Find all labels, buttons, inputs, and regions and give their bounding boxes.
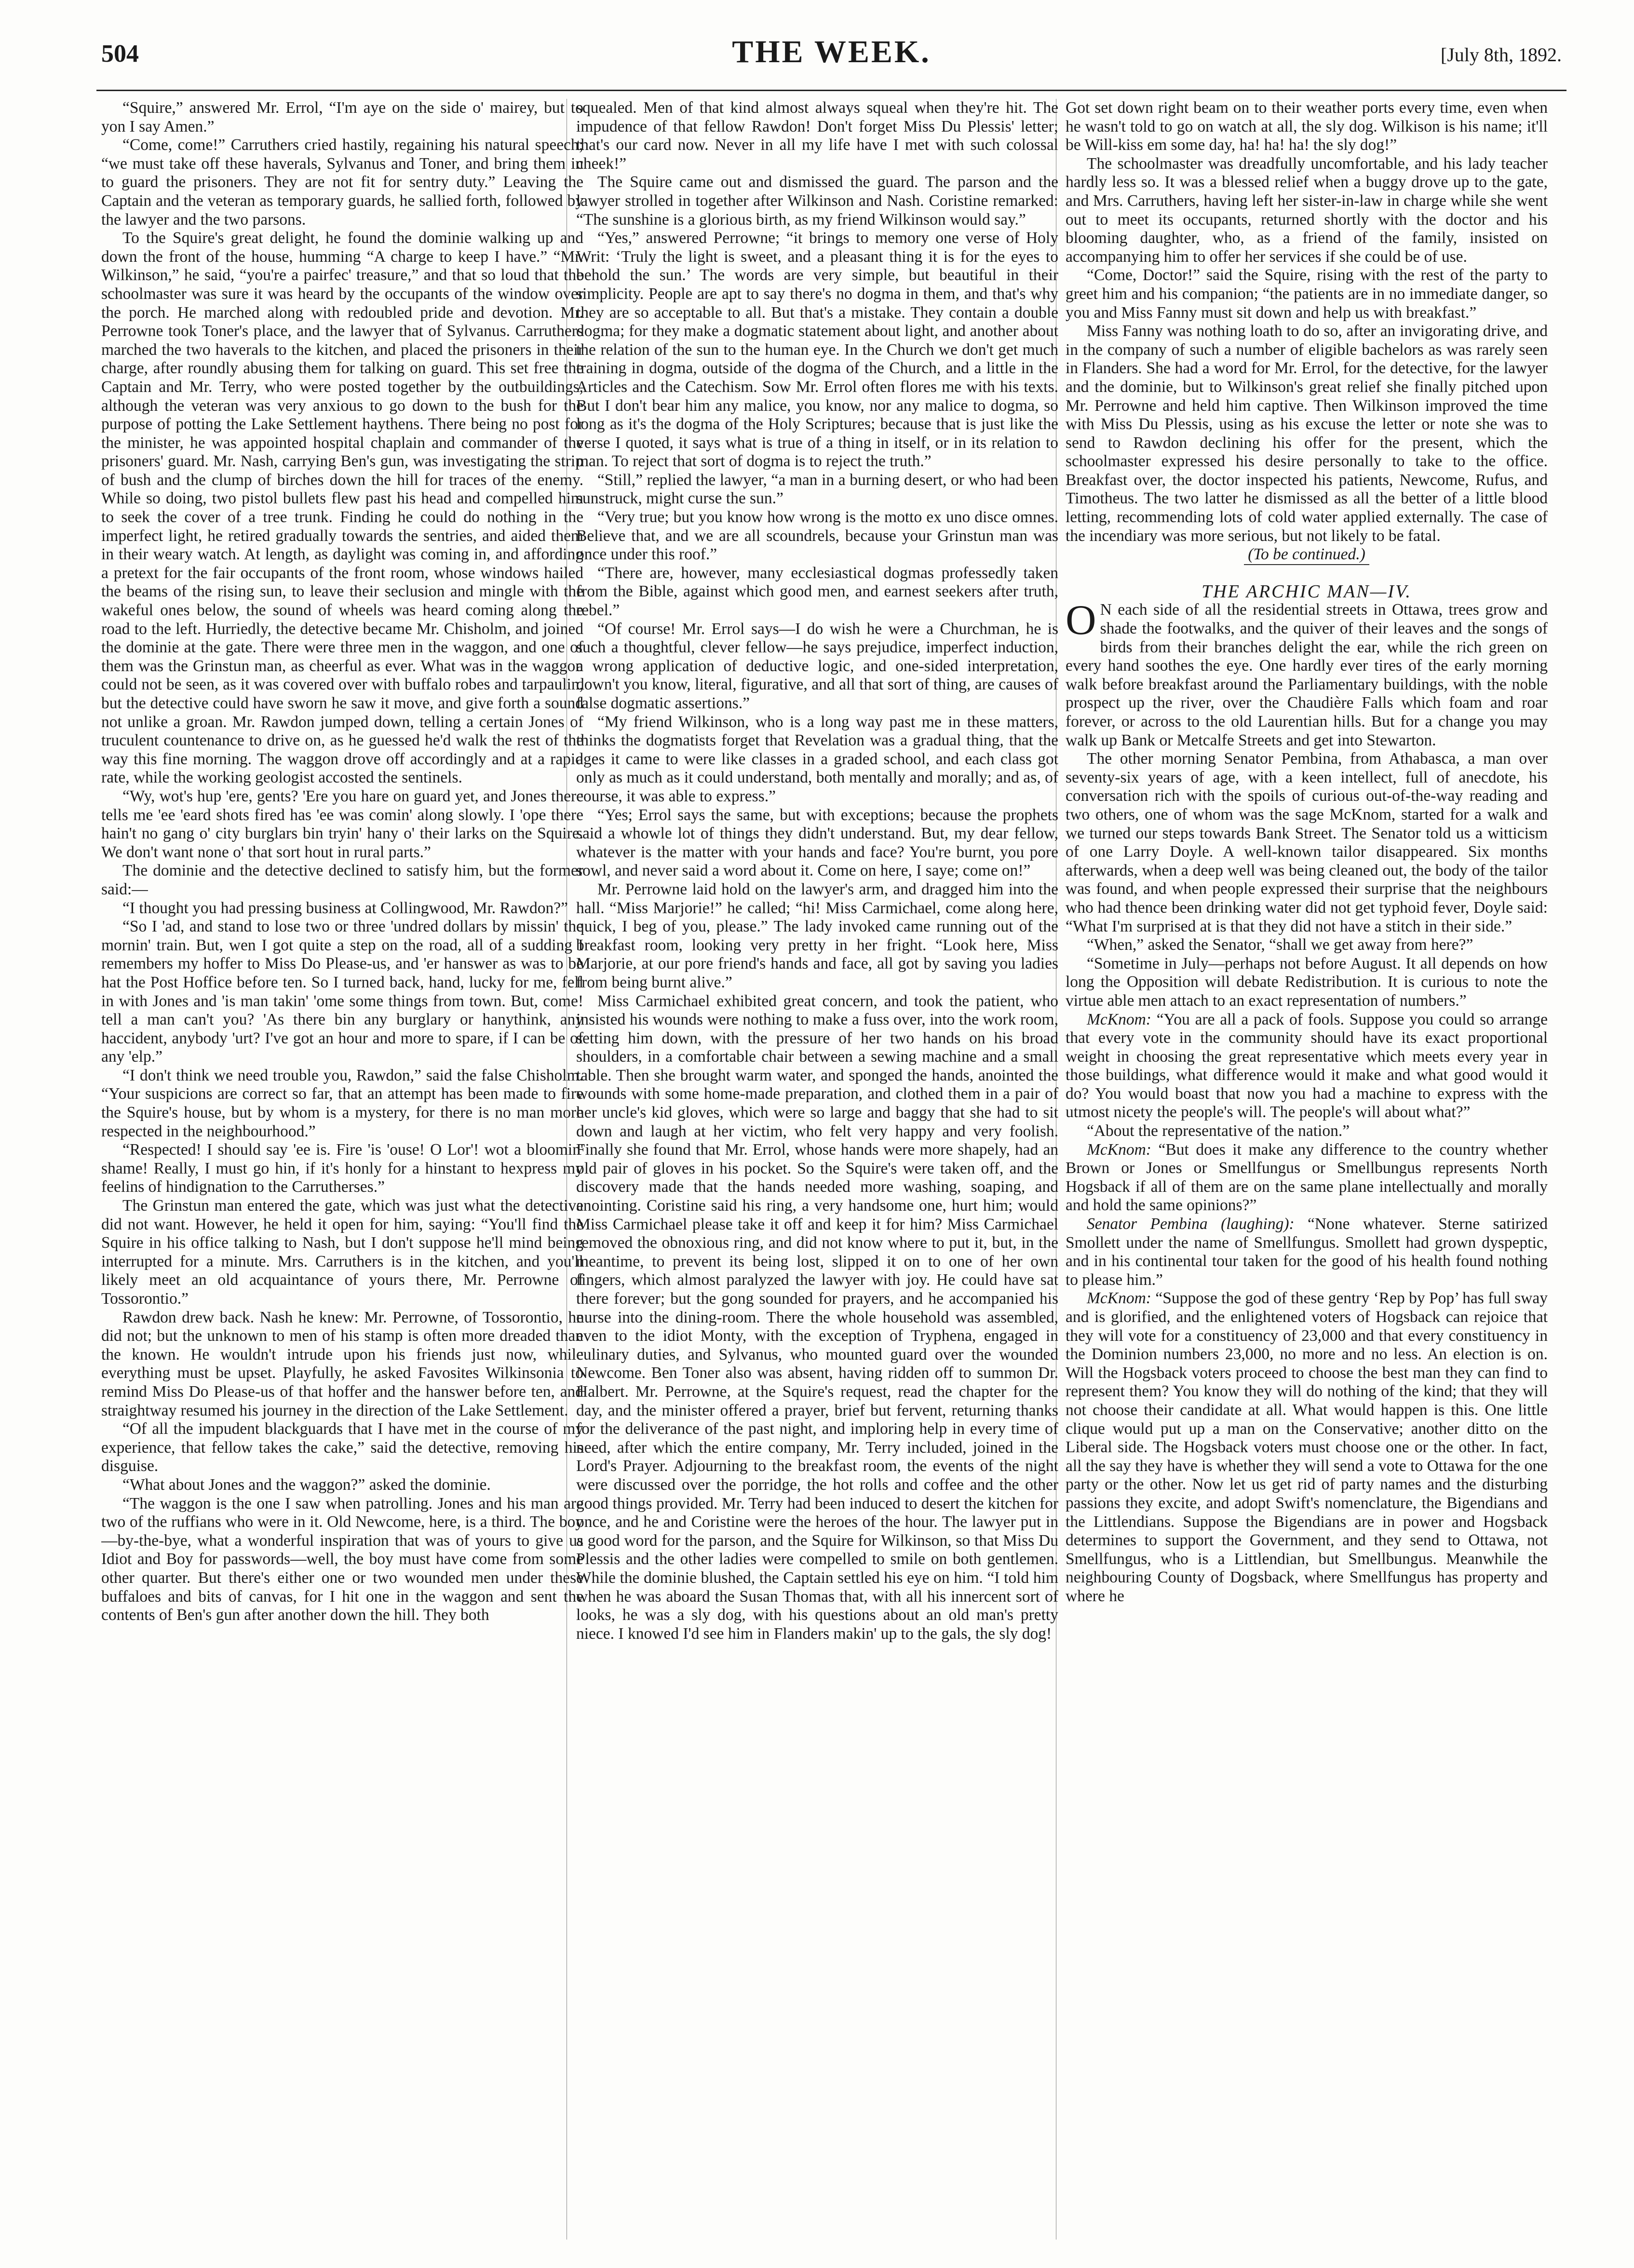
paragraph: The dominie and the detective declined to satisfy him, but the former said:—: [101, 862, 583, 898]
column-2: [576, 99, 1058, 2240]
paragraph: “I thought you had pressing business at Collingwood, Mr. Rawdon?”: [122, 899, 568, 917]
article-title: THE ARCHIC MAN—IV.: [1202, 581, 1412, 602]
paragraph: The Squire came out and dismissed the guard. The parson and the lawyer strolled in together after Wilkinson and Nash. Coristine remarked: “The sunshine is a glorious birth, as my friend Wilkinson would say.”: [576, 173, 1058, 229]
speaker: McKnom:: [1087, 1140, 1151, 1159]
drop-cap: O: [1066, 597, 1096, 644]
paragraph-text: N each side of all the residential streets in Ottawa, trees grow and shade the footwalks, and the quiver of their leaves and the songs of birds from their branches delight the ear, while the rich green on every hand soothes the eye. One hardly ever tires of the early morning walk before breakfast around the Parliamentary buildings, with the noble prospect up the river, over the Chaudière Falls which foam and roar forever, or across to the old Laurentian hills. But for a change you may walk up Bank or Metcalfe Streets and get into Stewarton.: [1066, 601, 1548, 749]
paragraph: “The waggon is the one I saw when patrolling. Jones and his man are two of the ruffians who were in it. Old Newcome, here, is a third. The boy—by-the-bye, what a wonderful inspiration that was of yours to give us Idiot and Boy for passwords—well, the boy must have come from some other quarter. But there's either one or two wounded men under these buffaloes and bits of canvas, for I hit one in the waggon and sent the contents of Ben's gun after another down the hill. They both: [101, 1494, 583, 1624]
paragraph: “Yes; Errol says the same, but with exceptions; because the prophets said a whowle lot of things they didn't understand. But, my dear fellow, whatever is the matter with your hands and face? You're burnt, you pore sowl, and never said a word about it. Come on here, I saye; come on!”: [576, 806, 1058, 880]
dialogue-text: “None whatever. Sterne satirized Smollett under the name of Smellfungus. Smollett had grown dyspeptic, and in his continental tour taken for the good of his health found nothing to please him.”: [1066, 1215, 1548, 1289]
paragraph: Rawdon drew back. Nash he knew: Mr. Perrowne, of Tossorontio, he did not; but the unknown to men of his stamp is often more dreaded than the known. He wouldn't intrude upon his friends just now, while everything must be upset. Playfully, he asked Favosites Wilkinsonia to remind Miss Do Please-us of that hoffer and the hanswer before ten, and straightway resumed his journey in the direction of the Lake Settlement.: [101, 1308, 583, 1419]
paragraph: “When,” asked the Senator, “shall we get away from here?”: [1087, 936, 1473, 954]
paragraph: “So I 'ad, and stand to lose two or three 'undred dollars by missin' the mornin' train. But, wen I got quite a step on the road, all of a sudding I remembers my hoffer to Miss Do Please-us, and 'er hanswer as was to be hat the Post Hoffice before ten. So I turned back, hand, lucky for me, fell in with Jones and 'is man takin' 'ome some things from town. But, come! tell a man can't you? 'As there bin any burglary or hanythink, any haccident, anybody 'urt? I've got an hour and more to spare, if I can be of any 'elp.”: [101, 918, 583, 1066]
paragraph: “There are, however, many ecclesiastical dogmas professedly taken from the Bible, against which good men, and earnest seekers after truth, rebel.”: [576, 564, 1058, 620]
dialogue-text: “But does it make any difference to the country whether Brown or Jones or Smellfungus or Smellbungus represents North Hogsback if all of them are on the same plane intellectually and morally and hold the same opinions?”: [1066, 1140, 1548, 1215]
header-rule: [96, 90, 1566, 91]
dialogue-line: [1066, 1289, 1548, 1606]
paragraph: “Sometime in July—perhaps not before August. It all depends on how long the Opposition will debate Redistribution. It is curious to note the virtue able men attach to an exact representation of numbers.”: [1066, 954, 1548, 1010]
dialogue-line: [1066, 1122, 1548, 1141]
paragraph: “Squire,” answered Mr. Errol, “I'm aye on the side o' mairey, but to yon I say Amen.”: [101, 99, 583, 135]
paragraph: “Respected! I should say 'ee is. Fire 'is 'ouse! O Lor'! wot a bloomin' shame! Really, I must go hin, if it's honly for a hinstant to hexpress my feelins of hindignation to the Carrutherses.”: [101, 1141, 583, 1196]
to-be-continued: (To be continued.): [1248, 545, 1365, 564]
dialogue-line: [1066, 1141, 1548, 1215]
paragraph: Got set down right beam on to their weather ports every time, even when he wasn't told to go on watch at all, the sly dog. Wilkison is his name; it'll be Will-kiss em some day, ha! ha! ha! the sly dog!”: [1066, 99, 1548, 154]
dialogue-text: “Suppose the god of these gentry ‘Rep by Pop’ has full sway and is glorified, and the enlightened voters of Hogsback can rejoice that they will vote for a constituency of 23,000 and that every constituency in the Dominion numbers 23,000, no more and no less. An election is on. Will the Hogsback voters proceed to choose the best man they can find to represent them? You know they will do nothing of the kind; that they will not choose their candidate at all. What would happen is this. One little clique would put up a man on the Conservative; another ditto on the Liberal side. The Hogsback voters must choose one or the other. In fact, all the say they have is whether they will send a vote to Ottawa for the one party or the other. Now let us get rid of party names and the disturbing passions they excite, and adopt Swift's nomenclature, the Bigendians and the Littlendians. Suppose the Bigendians are in power and Hogsback determines to support the Government, and they send to Ottawa, not Smellfungus, who is a Littlendian, but Smellbungus. Meanwhile the neighbouring County of Dogsback, where Smellfungus has property and where he: [1066, 1289, 1548, 1605]
paragraph: The other morning Senator Pembina, from Athabasca, a man over seventy-six years of age, with a keen intellect, full of anecdote, his conversation rich with the spoils of curious out-of-the-way reading and two others, one of whom was the sage McKnom, started for a walk and we turned our steps towards Bank Street. The Senator told us a witticism of one Larry Doyle. A well-known tailor disappeared. Six months afterwards, when a deep well was being cleaned out, the body of the tailor was found, and when people expressed their surprise that the neighbours who had thence been drinking water did not get typhoid fever, Doyle said: “What I'm surprised at is that they did not have a stitch in their side.”: [1066, 750, 1548, 935]
page-header: [101, 34, 1562, 87]
paragraph: The schoolmaster was dreadfully uncomfortable, and his lady teacher hardly less so. It was a blessed relief when a buggy drove up to the gate, and Mrs. Carruthers, having left her sister-in-law in charge while she went out to meet its occupants, returned shortly with the doctor and his blooming daughter, who, as a friend of the family, insisted on accompanying him to offer her services if she could be of use.: [1066, 154, 1548, 266]
dialogue-line: [1066, 1215, 1548, 1289]
issue-date: [July 8th, 1892.: [1440, 44, 1562, 66]
paragraph: The Grinstun man entered the gate, which was just what the detective did not want. However, he held it open for him, saying: “You'll find the Squire in his office talking to Nash, but I don't suppose he'll mind being interrupted for a minute. Mrs. Carruthers is in the kitchen, and you'll likely meet an old acquaintance of yours there, Mr. Perrowne of Tossorontio.”: [101, 1197, 583, 1308]
paragraph: “Yes,” answered Perrowne; “it brings to memory one verse of Holy Writ: ‘Truly the light is sweet, and a pleasant thing it is for the eyes to behold the sun.’ The words are very simple, but beautiful in their simplicity. People are apt to say there's no dogma in them, and that's why they are so acceptable to all. But that's a mistake. They contain a double dogma; for they make a dogmatic statement about light, and another about the relation of the sun to the human eye. In the Church we don't get much training in dogma, outside of the dogma of the Church, and a little in the Articles and the Catechism. Sow Mr. Errol often flores me with his texts. But I don't bear him any malice, you know, nor any malice to dogma, so long as it's the dogma of the Holy Scriptures; because that is just like the verse I quoted, it says what is true of a thing in itself, or in its relation to man. To reject that sort of dogma is to reject the truth.”: [576, 229, 1058, 471]
dialogue-text: “You are all a pack of fools. Suppose you could so arrange that every vote in the community should have its exact proportional weight in choosing the great representative which meets every year in those buildings, what difference would it make and what good would it do? You would boast that now you had a machine to express with the utmost nicety the people's will. The people's will about what?”: [1066, 1010, 1548, 1121]
paragraph: “Come, come!” Carruthers cried hastily, regaining his natural speech; “we must take off these haverals, Sylvanus and Toner, and bring them in to guard the prisoners. They are not fit for sentry duty.” Leaving the Captain and the veteran as temporary guards, he sallied forth, followed by the lawyer and the two parsons.: [101, 136, 583, 229]
dialogue-text: “About the representative of the nation.”: [1087, 1122, 1350, 1140]
article-separator: [1244, 564, 1369, 565]
paragraph: Miss Carmichael exhibited great concern, and took the patient, who insisted his wounds were nothing to make a fuss over, into the work room, setting him down, with the pressure of her two hands on his broad shoulders, in a comfortable chair between a sewing machine and a small table. Then she brought warm water, and sponged the hands, anointed the wounds with some home-made preparation, and clothed them in a pair of her uncle's kid gloves, which were so large and baggy that she had to sit down and laugh at her victim, who felt very happy and very foolish. Finally she found that Mr. Errol, whose hands were more shapely, had an old pair of gloves in his pocket. So the Squire's were taken off, and the discovery made that the hands needed more washing, soaping, and anointing. Coristine said his ring, a very handsome one, hurt him; would Miss Carmichael please take it off and keep it for him? Miss Carmichael removed the obnoxious ring, and did not know where to put it, but, in the meantime, to prevent its being lost, slipped it on to one of her own fingers, which almost paralyzed the lawyer with joy. He could have sat there forever; but the gong sounded for prayers, and he accompanied his nurse into the dining-room. There the whole household was assembled, even to the idiot Monty, with the exception of Tryphena, engaged in culinary duties, and Sylvanus, who mounted guard over the wounded Newcome. Ben Toner also was absent, having ridden off to summon Dr. Halbert. Mr. Perrowne, at the Squire's request, read the chapter for the day, and the minister offered a prayer, brief but fervent, returning thanks for the deliverance of the past night, and imploring help in every time of need, after which the entire company, Mr. Terry included, joined in the Lord's Prayer. Adjourning to the breakfast room, the events of the night were discussed over the porridge, the hot rolls and coffee and the other good things provided. Mr. Terry had been induced to desert the kitchen for once, and he and Coristine were the heroes of the hour. The lawyer put in a good word for the parson, and the Squire for Wilkinson, so that Miss Du Plessis and the other ladies were compelled to smile on both gentlemen. While the dominie blushed, the Captain settled his eye on him. “I told him when he was aboard the Susan Thomas that, with all his innercent sort of looks, he was a sly dog, with his questions about an old man's pretty niece. I knowed I'd see him in Flanders makin' up to the gals, the sly dog!: [576, 992, 1058, 1643]
paragraph: Miss Fanny was nothing loath to do so, after an invigorating drive, and in the company of such a number of eligible bachelors as was rarely seen in Flanders. She had a word for Mr. Errol, for the detective, for the lawyer and the dominie, but to Wilkinson's great relief she finally pitched upon Mr. Perrowne and held him captive. Then Wilkinson improved the time with Miss Du Plessis, using as his excuse the letter or note she was to send to Rawdon declining his offer for the present, which the schoolmaster expressed his desire personally to take to the office. Breakfast over, the doctor inspected his patients, Newcome, Rufus, and Timotheus. The two latter he dismissed as all the better of a little blood letting, recommending lots of cold water applied externally. The case of the incendiary was more serious, but not likely to be fatal.: [1066, 322, 1548, 545]
paragraph: “Come, Doctor!” said the Squire, rising with the rest of the party to greet him and his companion; “the patients are in no immediate danger, so you and Miss Fanny must sit down and help us with breakfast.”: [1066, 266, 1548, 322]
paragraph: “Of course! Mr. Errol says—I do wish he were a Churchman, he is such a thoughtful, clever fellow—he says prejudice, imperfect induction, a wrong application of deductive logic, and one-sided interpretation, down't you know, literal, figurative, and all that sort of thing, are causes of false dogmatic assertions.”: [576, 620, 1058, 712]
paragraph: “Still,” replied the lawyer, “a man in a burning desert, or who had been sunstruck, might curse the sun.”: [576, 471, 1058, 508]
page-number: 504: [101, 40, 139, 68]
speaker: McKnom:: [1087, 1010, 1151, 1028]
paragraph: “Wy, wot's hup 'ere, gents? 'Ere you hare on guard yet, and Jones there tells me 'ee 'eard shots fired has 'ee was comin' along slowly. I 'ope there hain't no gang o' city burglars bin tryin' hany o' their larks on the Squire. We don't want none o' that sort hout in rural parts.”: [101, 787, 583, 861]
dialogue-line: [1066, 1011, 1548, 1122]
column-3: [1066, 99, 1548, 2240]
paragraph: To the Squire's great delight, he found the dominie walking up and down the front of the house, humming “A charge to keep I have.” “Mr. Wilkinson,” he said, “you're a pairfec' treasure,” and that so loud that the schoolmaster was sure it was heard by the occupants of the window over the porch. He marched along with redoubled pride and devotion. Mr. Perrowne took Toner's place, and the lawyer that of Sylvanus. Carruthers marched the two haverals to the kitchen, and placed the prisoners in their charge, after roundly abusing them for talking on guard. This set free the Captain and Mr. Terry, who were posted together by the outbuildings, although the veteran was very anxious to go down to the bush for the purpose of potting the Lake Settlement haythens. There being no post for the minister, he was appointed hospital chaplain and commander of the prisoners' guard. Mr. Nash, carrying Ben's gun, was investigating the strip of bush and the clump of birches down the hill for traces of the enemy. While so doing, two pistol bullets flew past his head and compelled him to seek the cover of a tree trunk. Finding he could do nothing in the imperfect light, he retired gradually towards the sentries, and aided them in their weary watch. At length, as daylight was coming in, and affording a pretext for the fair occupants of the front room, whose windows hailed the beams of the rising sun, to leave their seclusion and mingle with the wakeful ones below, the sound of wheels was heard coming along the road to the left. Hurriedly, the detective became Mr. Chisholm, and joined the dominie at the gate. There were three men in the waggon, and one of them was the Grinstun man, as cheerful as ever. What was in the waggon could not be seen, as it was covered over with buffalo robes and tarpaulin, but the detective could have sworn he saw it move, and give forth a sound not unlike a groan. Mr. Rawdon jumped down, telling a certain Jones of truculent countenance to drive on, as he guessed he'd walk the rest of the way this fine morning. The waggon drove off accordingly and at a rapid rate, while the working geologist accosted the sentinels.: [101, 229, 583, 787]
paragraph: “I don't think we need trouble you, Rawdon,” said the false Chisholm. “Your suspicions are correct so far, that an attempt has been made to fire the Squire's house, but by whom is a mystery, for there is no man more respected in the neighbourhood.”: [101, 1066, 583, 1140]
masthead-title: THE WEEK.: [732, 34, 931, 69]
article-first-paragraph: [1066, 597, 1548, 750]
paragraph: “Very true; but you know how wrong is the motto ex uno disce omnes. Believe that, and we are all scoundrels, because your Grinstun man was once under this roof.”: [576, 508, 1058, 564]
speaker: McKnom:: [1087, 1289, 1151, 1308]
speaker: Senator Pembina (laughing):: [1087, 1215, 1295, 1233]
column-1: [101, 99, 583, 2240]
paragraph: “Of all the impudent blackguards that I have met in the course of my experience, that fellow takes the cake,” said the detective, removing his disguise.: [101, 1420, 583, 1475]
paragraph: squealed. Men of that kind almost always squeal when they're hit. The impudence of that fellow Rawdon! Don't forget Miss Du Plessis' letter; that's our card now. Never in all my life have I met with such colossal cheek!”: [576, 99, 1058, 173]
paragraph: “My friend Wilkinson, who is a long way past me in these matters, thinks the dogmatists forget that Revelation was a gradual thing, that the ages it came to were like classes in a graded school, and each class got only as much as it could understand, both mentally and morally; and as, of course, it was able to express.”: [576, 713, 1058, 805]
paragraph: Mr. Perrowne laid hold on the lawyer's arm, and dragged him into the hall. “Miss Marjorie!” he called; “hi! Miss Carmichael, come along here, quick, I beg of you, please.” The lady invoked came running out of the breakfast room, looking very pretty in her fright. “Look here, Miss Marjorie, at our pore friend's hands and face, all got by saving you ladies from being burnt alive.”: [576, 880, 1058, 991]
paragraph: “What about Jones and the waggon?” asked the dominie.: [122, 1475, 491, 1494]
